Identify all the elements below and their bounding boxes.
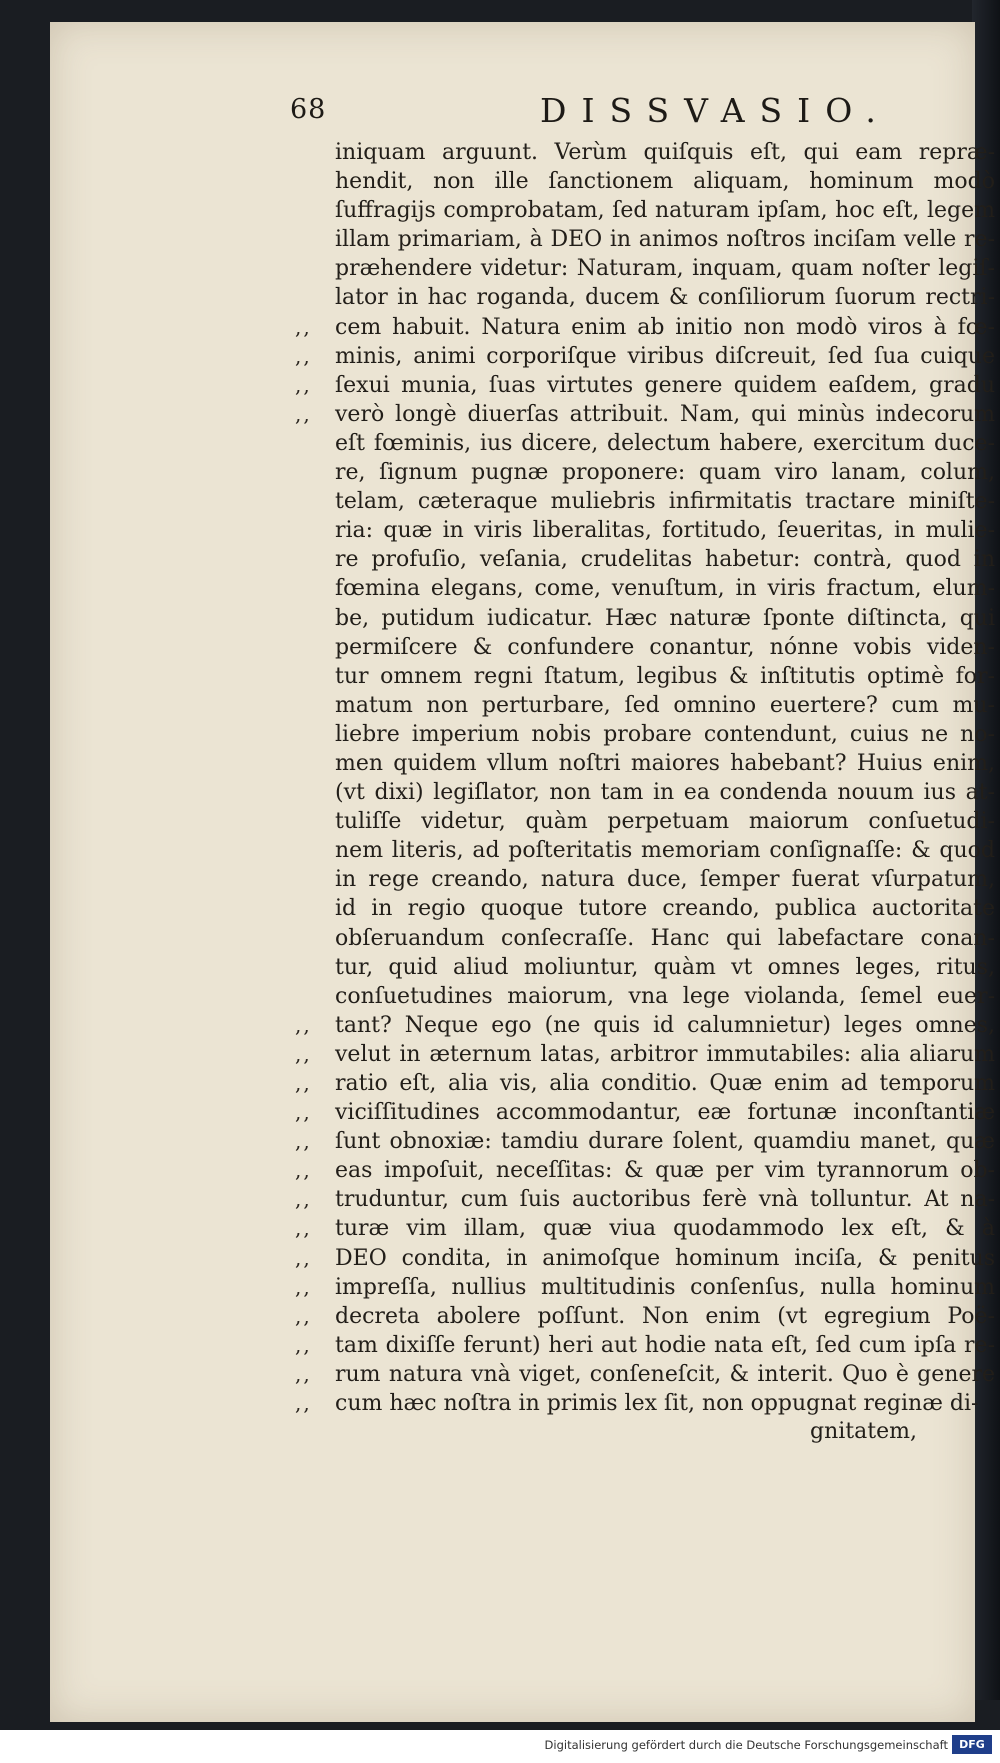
text-line xyxy=(285,313,995,342)
text-line xyxy=(285,662,995,691)
quotation-marker: ,, xyxy=(295,343,312,368)
quotation-marker: ,, xyxy=(295,1012,312,1037)
text-line xyxy=(285,604,995,633)
quotation-marker: ,, xyxy=(295,1303,312,1328)
line-text: ſexui munia, ſuas virtutes genere quidem eaſdem, gradu xyxy=(335,372,995,398)
quotation-marker: ,, xyxy=(295,1158,312,1183)
text-line xyxy=(285,342,995,371)
line-text: illam primariam, à DEO in animos noſtros inciſam velle re- xyxy=(335,227,995,253)
line-text: telam, cæteraque muliebris infirmitatis tractare miniſte- xyxy=(335,489,995,515)
quotation-marker: ,, xyxy=(295,1041,312,1066)
line-text: liebre imperium nobis probare contendunt, cuius ne no- xyxy=(335,721,995,747)
line-text: re profuſio, veſania, crudelitas habetur: contrà, quod in xyxy=(335,547,995,573)
line-text: id in regio quoque tutore creando, publica auctoritate xyxy=(335,896,995,922)
catchword: gnitatem, xyxy=(810,1419,917,1444)
quotation-marker: ,, xyxy=(295,1245,312,1270)
line-text: ria: quæ in viris liberalitas, fortitudo, ſeueritas, in mulie- xyxy=(335,518,995,544)
quotation-marker: ,, xyxy=(295,1187,312,1212)
line-text: lator in hac roganda, ducem & conſiliorum ſuorum rectri- xyxy=(335,285,995,311)
text-line xyxy=(285,371,995,400)
line-text: tur, quid aliud moliuntur, quàm vt omnes leges, ritus, xyxy=(335,954,995,980)
line-text: matum non perturbare, ſed omnino euertere? cum mu- xyxy=(335,692,995,718)
quotation-marker: ,, xyxy=(295,1071,312,1095)
text-line xyxy=(285,574,995,603)
line-text: obſeruandum conſecraſſe. Hanc qui labefactare conan- xyxy=(335,925,995,951)
text-line xyxy=(285,283,995,312)
text-line xyxy=(285,458,995,487)
text-line xyxy=(285,894,995,923)
line-text: cum hæc noſtra in primis lex ſit, non oppugnat reginæ di- xyxy=(335,1391,979,1417)
line-text: eas impoſuit, neceſſitas: & quæ per vim tyrannorum ob- xyxy=(335,1158,995,1184)
text-line xyxy=(285,749,995,778)
text-line xyxy=(285,1389,995,1418)
line-text: turæ vim illam, quæ viua quodammodo lex eſt, & à xyxy=(335,1216,995,1242)
text-line xyxy=(285,1011,995,1040)
quotation-marker: ,, xyxy=(295,1129,312,1154)
funding-credit: Digitalisierung gefördert durch die Deutsche Forschungsgemeinschaft xyxy=(544,1738,948,1752)
page-number: 68 xyxy=(290,94,327,125)
text-line xyxy=(285,778,995,807)
line-text: ratio eſt, alia vis, alia conditio. Quæ enim ad temporum xyxy=(335,1071,995,1096)
line-text: tuliſſe videtur, quàm perpetuam maiorum conſuetudi- xyxy=(335,809,995,835)
quotation-marker: ,, xyxy=(295,1216,312,1241)
quotation-marker: ,, xyxy=(295,1274,312,1299)
page-header xyxy=(290,91,990,134)
text-line xyxy=(285,865,995,894)
text-line xyxy=(285,1185,995,1214)
line-text: in rege creando, natura duce, ſemper fuerat vſurpatum, xyxy=(335,867,995,893)
line-text: hendit, non ille ſanctionem aliquam, hominum modò xyxy=(335,169,995,195)
line-text: be, putidum iudicatur. Hæc naturæ ſponte diſtincta, qui xyxy=(335,605,995,631)
text-line xyxy=(285,225,995,254)
line-text: permiſcere & confundere conantur, nónne vobis viden- xyxy=(335,634,995,660)
text-line xyxy=(285,516,995,545)
body-text xyxy=(285,138,995,1418)
quotation-marker: ,, xyxy=(295,1391,312,1416)
quotation-marker: ,, xyxy=(295,1332,312,1357)
text-line xyxy=(285,545,995,574)
line-text: iniquam arguunt. Verùm quiſquis eſt, qui eam repræ- xyxy=(335,140,995,165)
text-line xyxy=(285,1273,995,1302)
text-line xyxy=(285,1214,995,1243)
running-head: DISSVASIO. xyxy=(540,91,891,130)
text-line xyxy=(285,1098,995,1127)
line-text: eſt fœminis, ius dicere, delectum habere, exercitum duce- xyxy=(335,430,995,456)
quotation-marker: ,, xyxy=(295,401,312,426)
text-line xyxy=(285,138,995,167)
book-page xyxy=(50,22,995,1722)
text-line xyxy=(285,807,995,836)
quotation-marker: ,, xyxy=(295,1100,312,1125)
text-line xyxy=(285,400,995,429)
text-line xyxy=(285,1360,995,1389)
text-line xyxy=(285,429,995,458)
line-text: ſunt obnoxiæ: tamdiu durare ſolent, quamdiu manet, quæ xyxy=(335,1129,995,1155)
text-line xyxy=(285,836,995,865)
text-line xyxy=(285,1331,995,1360)
quotation-marker: ,, xyxy=(295,1361,312,1386)
line-text: verò longè diuerſas attribuit. Nam, qui minùs indecorum xyxy=(335,401,995,427)
line-text: velut in æternum latas, arbitror immutabiles: alia aliarum xyxy=(335,1041,995,1067)
line-text: DEO condita, in animoſque hominum inciſa, & penitus xyxy=(335,1245,995,1271)
line-text: tur omnem regni ſtatum, legibus & inſtitutis optimè for- xyxy=(335,663,995,689)
quotation-marker: ,, xyxy=(295,314,312,339)
line-text: truduntur, cum ſuis auctoribus ferè vnà tolluntur. At na- xyxy=(335,1187,995,1213)
line-text: nem literis, ad poſteritatis memoriam conſignaſſe: & quod xyxy=(335,838,995,864)
quotation-marker: ,, xyxy=(295,372,312,397)
line-text: decreta abolere poſſunt. Non enim (vt egregium Poë- xyxy=(335,1303,995,1329)
text-line xyxy=(285,1244,995,1273)
line-text: impreſſa, nullius multitudinis conſenſus, nulla hominum xyxy=(335,1274,995,1300)
line-text: tant? Neque ego (ne quis id calumnietur) leges omnes, xyxy=(335,1012,995,1038)
line-text: ſuffragijs comprobatam, ſed naturam ipſam, hoc eſt, legem xyxy=(335,198,995,224)
text-line xyxy=(285,254,995,283)
text-line xyxy=(285,924,995,953)
line-text: (vt dixi) legiſlator, non tam in ea condenda nouum ius at- xyxy=(335,780,995,806)
line-text: rum natura vnà viget, conſeneſcit, & interit. Quo è genere xyxy=(335,1361,995,1387)
line-text: viciſſitudines accommodantur, eæ fortunæ inconſtantiæ xyxy=(335,1100,995,1126)
line-text: tam dixiſſe ferunt) heri aut hodie nata eſt, ſed cum ipſa re- xyxy=(335,1332,995,1358)
line-text: men quidem vllum noſtri maiores habebant? Huius enim, xyxy=(335,750,995,776)
line-text: re, ſignum pugnæ proponere: quam viro lanam, colum, xyxy=(335,460,995,486)
text-line xyxy=(285,691,995,720)
line-text: fœmina elegans, come, venuſtum, in viris fractum, elum- xyxy=(335,576,995,602)
text-line xyxy=(285,1302,995,1331)
text-line xyxy=(285,1127,995,1156)
text-line xyxy=(285,633,995,662)
text-line xyxy=(285,1156,995,1185)
text-line xyxy=(285,167,995,196)
text-line xyxy=(285,720,995,749)
text-line xyxy=(285,1040,995,1069)
line-text: præhendere videtur: Naturam, inquam, quam noſter legiſ- xyxy=(335,256,995,282)
digitization-footer xyxy=(0,1730,1000,1763)
line-text: minis, animi corporiſque viribus diſcreuit, ſed ſua cuique xyxy=(335,343,995,369)
text-line xyxy=(285,196,995,225)
text-line xyxy=(285,487,995,516)
dfg-logo-icon: DFG xyxy=(952,1735,992,1754)
text-line xyxy=(285,982,995,1011)
line-text: cem habuit. Natura enim ab initio non modò viros à fœ- xyxy=(335,314,995,340)
line-text: conſuetudines maiorum, vna lege violanda, ſemel euer- xyxy=(335,983,995,1009)
text-line xyxy=(285,953,995,982)
text-line xyxy=(285,1069,995,1098)
